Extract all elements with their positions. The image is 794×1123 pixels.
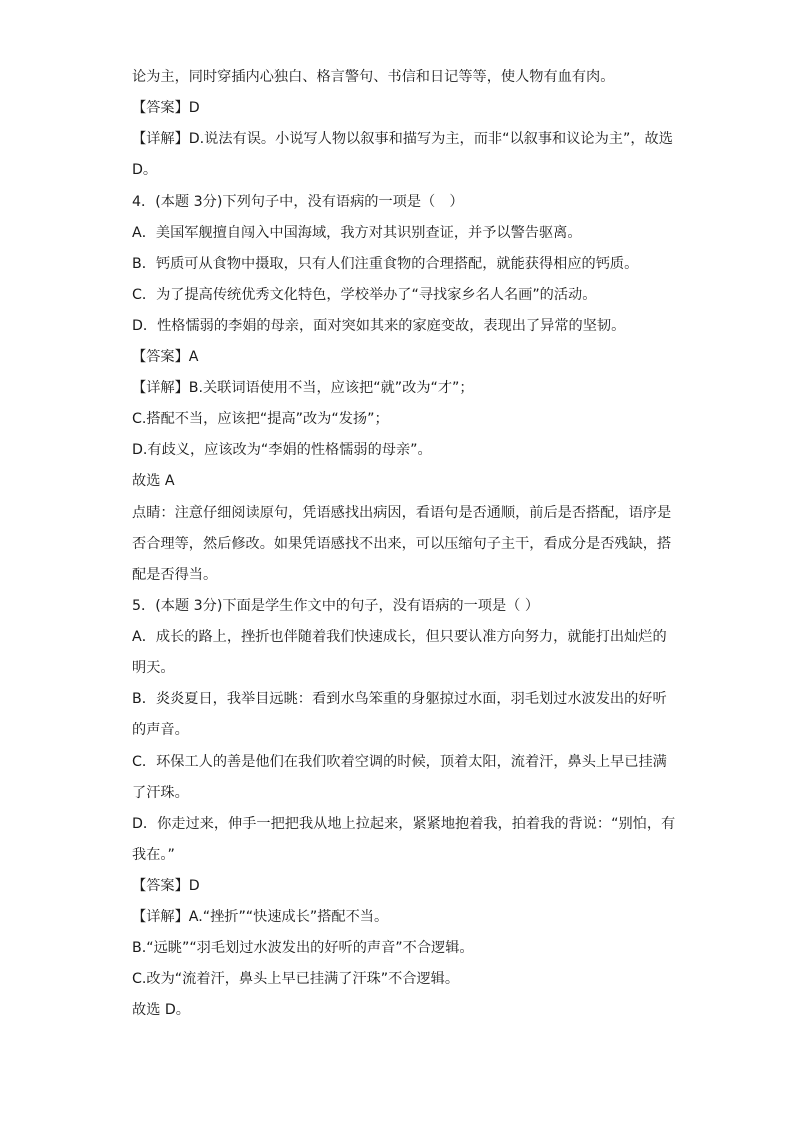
text-line: D。 (132, 162, 158, 178)
option-b: B．钙质可从食物中摄取，只有人们注重食物的合理搭配，就能获得相应的钙质。 (132, 256, 639, 272)
option-c: C．环保工人的善是他们在我们吹着空调的时候，顶着太阳，流着汗，鼻头上早已挂满 (132, 754, 667, 770)
text-line: 论为主，同时穿插内心独白、格言警句、书信和日记等等，使人物有血有肉。 (132, 69, 615, 85)
tip-line: 点睛：注意仔细阅读原句，凭语感找出病因，看语句是否通顺，前后是否搭配，语序是 (132, 505, 672, 521)
option-d: D．你走过来，伸手一把把我从地上拉起来，紧紧地抱着我，拍着我的背说：“别怕，有 (132, 816, 676, 832)
answer-line: 【答案】D (132, 100, 200, 116)
option-b-continued: 的声音。 (132, 722, 189, 738)
option-c-continued: 了汗珠。 (132, 785, 189, 801)
explanation-line: C.改为“流着汗，鼻头上早已挂满了汗珠”不合逻辑。 (132, 971, 460, 987)
option-d-continued: 我在。” (132, 847, 175, 863)
explanation-line: 【详解】B.关联词语使用不当，应该把“就”改为“才”； (132, 380, 474, 396)
tip-line: 否合理等，然后修改。如果凭语感找不出来，可以压缩句子主干，看成分是否残缺，搭 (132, 536, 672, 552)
option-a: A．美国军舰擅自闯入中国海域，我方对其识别查证，并予以警告驱离。 (132, 225, 582, 241)
explanation-line: B.“远眺”“羽毛划过水波发出的好听的声音”不合逻辑。 (132, 940, 474, 956)
option-d: D．性格懦弱的李娟的母亲，面对突如其来的家庭变故，表现出了异常的坚韧。 (132, 318, 626, 334)
conclusion-line: 故选 A (132, 473, 175, 489)
explanation-line: D.有歧义，应该改为“李娟的性格懦弱的母亲”。 (132, 442, 432, 458)
explanation-line: 【详解】D.说法有误。小说写人物以叙事和描写为主，而非“以叙事和议论为主”，故选 (132, 131, 673, 147)
answer-line: 【答案】D (132, 878, 200, 894)
question-stem: 5．(本题 3分)下面是学生作文中的句子，没有语病的一项是（ ） (132, 598, 540, 614)
explanation-line: C.搭配不当，应该把“提高”改为“发扬”； (132, 411, 389, 427)
option-b: B．炎炎夏日，我举目远眺：看到水鸟笨重的身躯掠过水面，羽毛划过水波发出的好听 (132, 691, 667, 707)
question-stem: 4．(本题 3分)下列句子中，没有语病的一项是（ ） (132, 194, 464, 210)
conclusion-line: 故选 D。 (132, 1002, 190, 1018)
answer-line: 【答案】A (132, 349, 199, 365)
tip-line: 配是否得当。 (132, 567, 218, 583)
explanation-line: 【详解】A.“挫折”“快速成长”搭配不当。 (132, 909, 389, 925)
option-a-continued: 明天。 (132, 660, 175, 676)
option-a: A．成长的路上，挫折也伴随着我们快速成长，但只要认准方向努力，就能打出灿烂的 (132, 629, 667, 645)
option-c: C．为了提高传统优秀文化特色，学校举办了“寻找家乡名人名画”的活动。 (132, 287, 597, 303)
